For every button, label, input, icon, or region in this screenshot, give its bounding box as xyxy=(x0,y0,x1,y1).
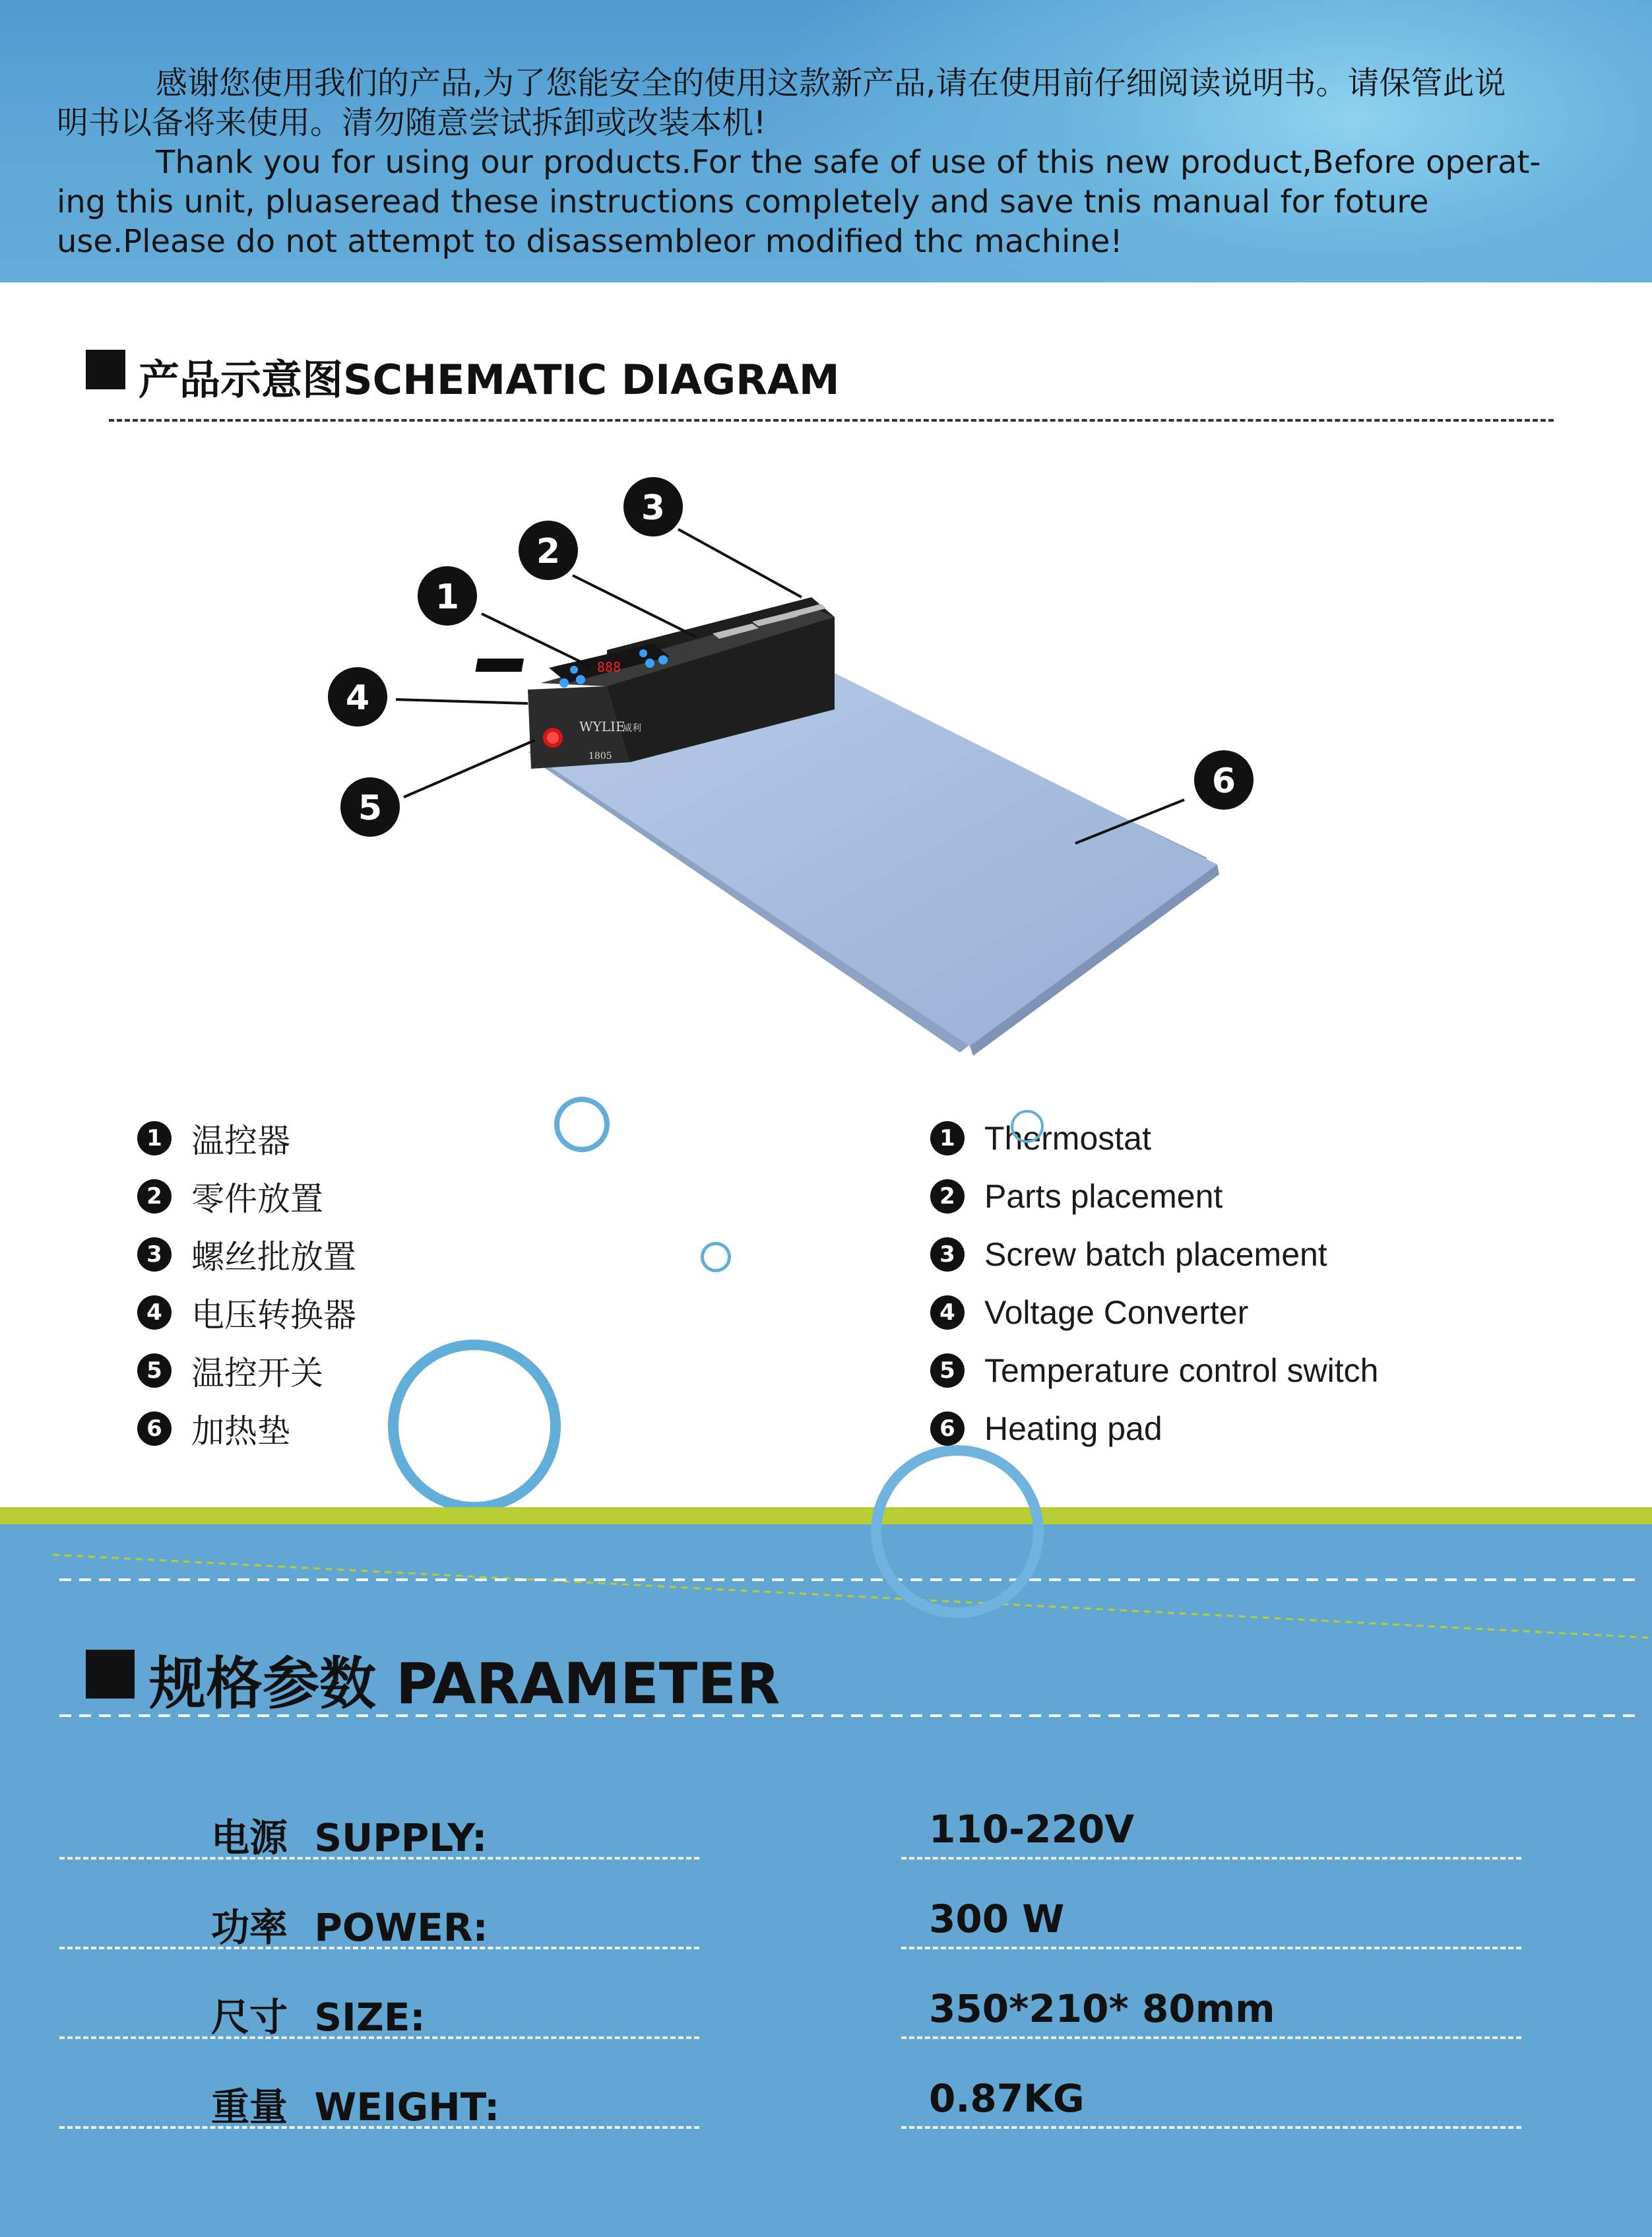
intro-cn-line-2: 明书以备将来使用。清勿随意尝试拆卸或改装本机! xyxy=(57,104,767,141)
row-divider xyxy=(59,2036,699,2039)
legend-number: 2 xyxy=(137,1179,172,1214)
legend-item xyxy=(930,1289,1248,1336)
param-label: 功率 POWER: xyxy=(211,1905,488,1950)
legend-number: 4 xyxy=(930,1295,965,1330)
legend-label: Voltage Converter xyxy=(984,1294,1249,1331)
schematic-divider xyxy=(109,419,1554,422)
legend-item xyxy=(137,1406,290,1452)
row-divider xyxy=(59,1947,699,1949)
legend-number: 3 xyxy=(930,1237,965,1272)
legend-number: 3 xyxy=(137,1237,172,1272)
legend-number: 6 xyxy=(137,1411,172,1446)
intro-banner xyxy=(0,0,1652,282)
row-divider xyxy=(901,1857,1521,1860)
intro-en-line-2: ing this unit, pluaseread these instructions completely and save tnis manual for foture xyxy=(57,183,1429,220)
callout-3 xyxy=(623,477,683,536)
callout-6 xyxy=(1194,750,1254,810)
decorative-ring xyxy=(388,1340,561,1512)
legend-number: 6 xyxy=(930,1411,965,1446)
section-marker-square xyxy=(86,350,125,389)
legend-item xyxy=(930,1173,1223,1219)
svg-text:3: 3 xyxy=(641,488,666,528)
svg-text:1: 1 xyxy=(435,577,460,617)
legend-item xyxy=(137,1173,323,1219)
intro-en-line-3: use.Please do not attempt to disassembleor modified thc machine! xyxy=(57,223,1123,260)
legend-label: 加热垫 xyxy=(191,1412,290,1450)
legend-number: 1 xyxy=(930,1121,965,1155)
legend-label: Heating pad xyxy=(984,1410,1162,1447)
svg-text:4: 4 xyxy=(345,678,370,718)
decorative-ring xyxy=(1011,1110,1044,1143)
temperature-display: 888 xyxy=(597,659,621,675)
legend-number: 2 xyxy=(930,1179,965,1214)
brand-cn-label: 威利 xyxy=(623,723,641,734)
param-label: 电源 SUPPLY: xyxy=(211,1815,488,1860)
parameter-title: 规格参数 PARAMETER xyxy=(149,1651,780,1717)
legend-item xyxy=(137,1289,356,1336)
legend-label: 电压转换器 xyxy=(191,1296,356,1334)
legend-item xyxy=(930,1347,1378,1394)
legend-number: 5 xyxy=(930,1353,965,1388)
model-label: 1805 xyxy=(588,751,612,762)
svg-text:2: 2 xyxy=(536,532,561,571)
intro-en-line-1: Thank you for using our products.For the safe of use of this new product,Before operat- xyxy=(156,144,1541,181)
param-value: 300 W xyxy=(929,1897,1065,1941)
legend-number: 4 xyxy=(137,1295,172,1330)
section-marker-square xyxy=(86,1650,135,1699)
callout-2 xyxy=(519,521,578,580)
row-divider xyxy=(59,1857,699,1860)
param-label: 尺寸 SIZE: xyxy=(211,1995,426,2040)
svg-text:5: 5 xyxy=(358,789,383,828)
legend-item xyxy=(930,1406,1162,1452)
decorative-ring xyxy=(554,1097,610,1152)
brand-label: WYLIE xyxy=(579,719,625,734)
legend-label: Screw batch placement xyxy=(984,1236,1327,1273)
legend-item xyxy=(930,1231,1327,1278)
legend-label: Temperature control switch xyxy=(984,1352,1379,1389)
svg-text:6: 6 xyxy=(1211,762,1236,801)
legend-label: 螺丝批放置 xyxy=(191,1238,356,1276)
param-value: 110-220V xyxy=(929,1807,1135,1852)
schematic-title: 产品示意图SCHEMATIC DIAGRAM xyxy=(139,356,840,404)
callout-5 xyxy=(340,777,400,837)
schematic-diagram xyxy=(0,449,1652,1082)
legend-label: 温控器 xyxy=(191,1122,290,1160)
legend-item xyxy=(137,1231,356,1278)
param-value: 350*210* 80mm xyxy=(929,1986,1275,2031)
param-value: 0.87KG xyxy=(929,2076,1085,2121)
decorative-ring xyxy=(871,1445,1044,1618)
row-divider xyxy=(901,1947,1521,1949)
intro-text xyxy=(57,63,1594,261)
callout-4 xyxy=(328,667,387,727)
legend-item xyxy=(137,1347,323,1394)
decorative-ring xyxy=(701,1242,731,1272)
legend-label: Thermostat xyxy=(984,1120,1151,1157)
legend-number: 1 xyxy=(137,1121,172,1155)
legend-item xyxy=(137,1115,290,1161)
row-divider xyxy=(901,2126,1521,2129)
callout-1 xyxy=(418,566,477,626)
param-label: 重量 WEIGHT: xyxy=(211,2085,500,2129)
intro-cn-line-1: 感谢您使用我们的产品,为了您能安全的使用这款新产品,请在使用前仔细阅读说明书。请保管此说 xyxy=(156,65,1506,102)
legend-label: 零件放置 xyxy=(191,1180,323,1218)
legend-label: Parts placement xyxy=(984,1178,1223,1215)
legend-number: 5 xyxy=(137,1353,172,1388)
row-divider xyxy=(59,2126,699,2129)
legend-label: 温控开关 xyxy=(191,1354,323,1392)
row-divider xyxy=(901,2036,1521,2039)
